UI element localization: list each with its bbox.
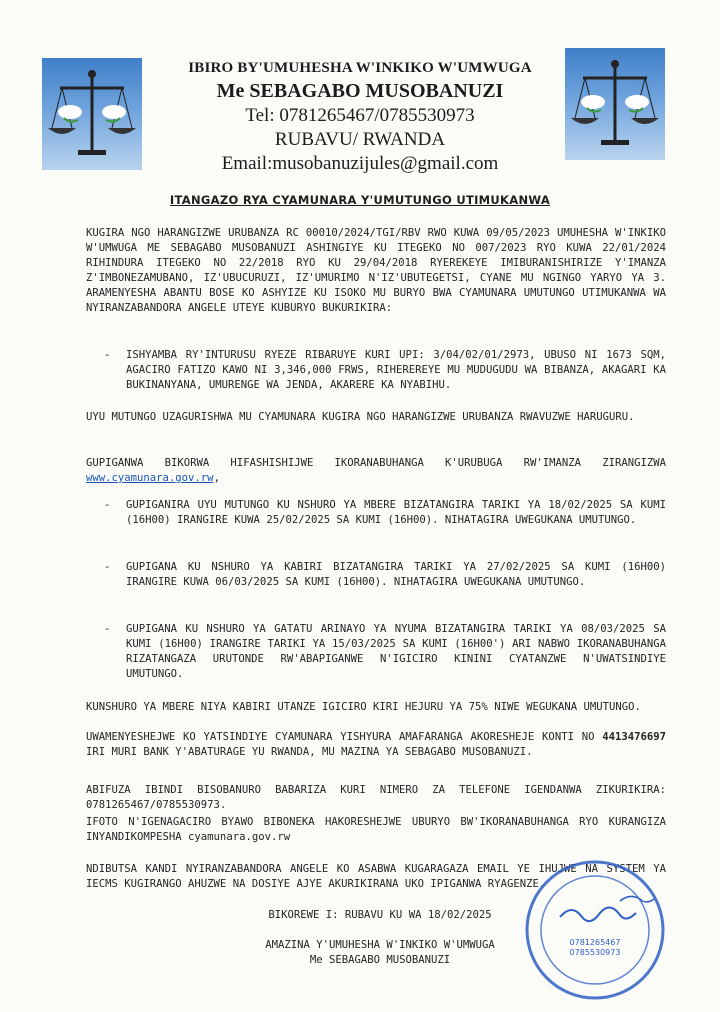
bullet-dash: - [104,561,111,573]
signature-place-date: BIKOREWE I: RUBAVU KU WA 18/02/2025 [268,909,492,921]
bidding-paragraph [86,456,666,486]
bidding-intro-text: GUPIGANWA BIKORWA HIFASHISHIJWE IKORANABUHANGA K'URUBUGA RW'IMANZA ZIRANGIZWA [86,457,666,469]
bidding-suffix: , [213,472,220,484]
document-title: ITANGAZO RYA CYAMUNARA Y'UMUTUNGO UTIMUKANWA [169,193,551,207]
letterhead [150,60,570,175]
payment-suffix: IRI MURI BANK Y'ABATURAGE YU RWANDA, MU MAZINA YA SEBAGABO MUSOBANUZI. [86,746,533,758]
sale-reason-paragraph: UYU MUTUNGO UZAGURISHWA MU CYAMUNARA KUGIRA NGO HARANGIZWE URUBANZA RWAVUZWE HARUGURU. [86,411,635,423]
stamp-phone-2: 0785530973 [569,948,621,957]
payment-paragraph [86,730,666,760]
contact-paragraph: ABIFUZA IBINDI BISOBANURO BABARIZA KURI NIMERO ZA TELEFONE IGENDANWA ZIKURIKIRA: 0781265467/0785530973. [86,784,666,811]
round-text: GUPIGANIRA UYU MUTUNGO KU NSHURO YA MBERE BIZATANGIRA TARIKI YA 18/02/2025 SA KUMI (16H00) IRANGIRE KUWA 25/02/2025 SA KUMI (16H00). NIHATAGIRA UWEGUKANA UMUTUNGO. [126,499,666,526]
location: RUBAVU/ RWANDA [274,129,446,150]
stamp-phone-1: 0781265467 [569,938,621,947]
round-item-3 [104,622,666,682]
property-description: ISHYAMBA RY'INTURUSU RYEZE RIBARUYE KURI UPI: 3/04/02/01/2973, UBUSO NI 1673 SQM, AGACIRO FATIZO KAWO NI 3,346,000 FRWS, RIHEREREYE MU MUDUGUDU WA BIBANZA, AKAGARI KA BUKINANYANA, UMURENGE WA JENDA, AKARERE KA NYABIHU. [126,349,666,391]
stamp-phone-numbers [560,938,630,958]
scales-of-justice-logo-left [42,58,142,170]
property-item [104,348,666,393]
notice-paragraph: NDIBUTSA KANDI NYIRANZABANDORA ANGELE KO ASABWA KUGARAGAZA EMAIL YE IHUJWE NA SYSTEM YA IECMS KUGIRANGO AHUZWE NA DOSIYE AJYE AKURIKIRANA UKO IPIGANWA RYAGENZE. [86,863,666,890]
payment-prefix: UWAMENYESHEJWE KO YATSINDIYE CYAMUNARA YISHYURA AMAFARANGA AKORESHEJE KONTI NO [86,731,595,743]
round-item-1 [104,498,666,528]
bullet-dash: - [104,499,111,511]
account-number: 4413476697 [602,731,666,743]
phone-numbers: Tel: 0781265467/0785530973 [245,105,475,126]
scales-icon [42,58,142,170]
photo-info-paragraph: IFOTO N'IGENAGACIRO BYAWO BIBONEKA HAKORESHEJWE UBURYO BW'IKORANABUHANGA RYO KURANGIZA INYANDIKOMPESHA cyamunara.gov.rw [86,816,666,843]
round-text: GUPIGANA KU NSHURO YA GATATU ARINAYO YA NYUMA BIZATANGIRA TARIKI YA 08/03/2025 SA KUMI (16H00) IRANGIRE TARIKI YA 15/03/2025 SA KUMI (16H00') ARI NABWO IKORANABUHANGA RIZATANGAZA URUTONDE RW'ABAPIGANWE N'IGICIRO KININI CYATANZWE N'UWATSINDIYE UMUTUNGO. [126,623,666,680]
winner-rule-paragraph: KUNSHURO YA MBERE NIYA KABIRI UTANZE IGICIRO KIRI HEJURU YA 75% NIWE WEGUKANA UMUTUNGO. [86,701,641,713]
scales-of-justice-logo-right [565,48,665,160]
email-address: Email:musobanuzijules@gmail.com [221,153,499,174]
scales-icon [565,48,665,160]
round-text: GUPIGANA KU NSHURO YA KABIRI BIZATANGIRA TARIKI YA 27/02/2025 SA KUMI (16H00) IRANGIRE KUWA 06/03/2025 SA KUMI (16H00). NIHATAGIRA UWEGUKANA UMUTUNGO. [126,561,666,588]
round-item-2 [104,560,666,590]
signature-role: AMAZINA Y'UMUHESHA W'INKIKO W'UMWUGA [265,939,495,951]
intro-paragraph: KUGIRA NGO HARANGIZWE URUBANZA RC 00010/2024/TGI/RBV RWO KUWA 09/05/2023 UMUHESHA W'INKIKO W'UMWUGA ME SEBAGABO MUSOBANUZI ASHINGIYE KU ITEGEKO NO 007/2023 RYO KUWA 22/01/2024 RIHINDURA ITEGEKO NO 22/2018 RYO KU 29/04/2018 RYEREKEYE IMIBURANISHIRIZE Y'IMANZA Z'IMBONEZAMUBANO, IZ'UBUCURUZI, IZ'UMURIMO N'IZ'UBUTEGETSI, CYANE MU NGINGO YARYO YA 3. ARAMENYESHA ABANTU BOSE KO ASHYIZE KU ISOKO MU BURYO BWA CYAMUNARA UMUTUNGO UTIMUKANWA WA NYIRANZABANDORA ANGELE UTEYE KUBURYO BUKURIKIRA: [86,227,666,314]
signature-name: Me SEBAGABO MUSOBANUZI [309,954,451,966]
official-stamp [520,855,670,1005]
bullet-dash: - [104,623,111,635]
bailiff-name: Me SEBAGABO MUSOBANUZI [216,80,504,102]
office-name: IBIRO BY'UMUHESHA W'INKIKO W'UMWUGA [188,60,532,76]
cyamunara-link[interactable]: www.cyamunara.gov.rw [86,472,214,484]
bullet-dash: - [104,349,111,361]
